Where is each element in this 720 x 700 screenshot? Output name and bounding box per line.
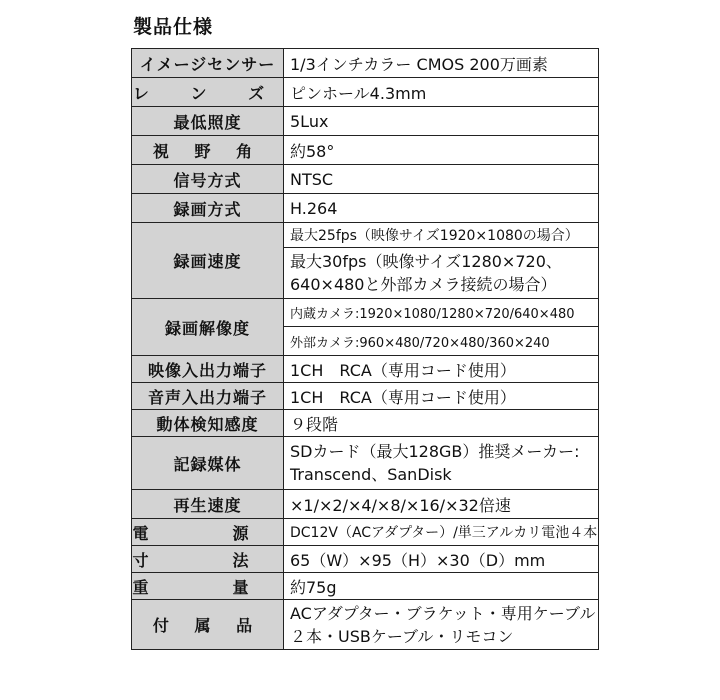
table-row bbox=[132, 164, 598, 193]
table-row bbox=[132, 298, 598, 355]
spec-value-line: SDカード（最大128GB）推奨メーカー: bbox=[290, 442, 580, 461]
spec-value-line: ACアダプター・ブラケット・専用ケーブル bbox=[290, 603, 596, 623]
spec-value: 約58° bbox=[290, 141, 335, 161]
table-row bbox=[132, 572, 598, 599]
spec-value-line: ２本・USBケーブル・リモコン bbox=[290, 626, 514, 646]
spec-value: 1/3インチカラー CMOS 200万画素 bbox=[290, 54, 548, 74]
spec-label: 再生速度 bbox=[132, 490, 284, 518]
spec-value-block bbox=[284, 437, 598, 489]
table-row bbox=[132, 106, 598, 135]
spec-value: 5Lux bbox=[290, 111, 329, 131]
spec-label: 録画方式 bbox=[132, 194, 284, 222]
spec-value-block bbox=[284, 600, 601, 649]
spec-label: 重 量 bbox=[132, 573, 284, 599]
table-row bbox=[132, 409, 598, 436]
table-row bbox=[132, 436, 598, 489]
spec-label: 録画速度 bbox=[132, 223, 284, 298]
spec-value: 最大25fps（映像サイズ1920×1080の場合） bbox=[290, 228, 579, 244]
table-row bbox=[132, 222, 598, 298]
table-row bbox=[132, 355, 598, 382]
spec-value: 65（W）×95（H）×30（D）mm bbox=[290, 550, 546, 570]
page-title: 製品仕様 bbox=[133, 16, 214, 38]
table-row bbox=[132, 518, 598, 545]
spec-value: 約75g bbox=[290, 577, 337, 597]
spec-value: ×1/×2/×4/×8/×16/×32倍速 bbox=[290, 495, 511, 515]
spec-value: ９段階 bbox=[290, 414, 339, 434]
spec-label: イメージセンサー bbox=[132, 49, 284, 77]
table-row bbox=[132, 599, 598, 649]
spec-label: 信号方式 bbox=[132, 165, 284, 193]
table-row bbox=[132, 382, 598, 409]
spec-value-block bbox=[284, 247, 598, 298]
spec-value: 外部カメラ:960×480/720×480/360×240 bbox=[284, 326, 598, 355]
table-row bbox=[132, 135, 598, 164]
table-row bbox=[132, 193, 598, 222]
spec-label: 寸 法 bbox=[132, 546, 284, 572]
spec-value-line: Transcend、SanDisk bbox=[290, 465, 452, 484]
spec-value: 内蔵カメラ:1920×1080/1280×720/640×480 bbox=[290, 307, 575, 322]
spec-value: DC12V（ACアダプター）/単三アルカリ電池４本 bbox=[290, 525, 598, 541]
spec-value: ピンホール4.3mm bbox=[290, 83, 427, 103]
table-row bbox=[132, 489, 598, 518]
spec-value: 1CH RCA（専用コード使用） bbox=[290, 360, 516, 380]
table-row bbox=[132, 49, 598, 77]
spec-label: 最低照度 bbox=[132, 107, 284, 135]
spec-label: 視 野 角 bbox=[132, 136, 284, 164]
spec-value: NTSC bbox=[290, 169, 334, 189]
spec-value-line: 640×480と外部カメラ接続の場合） bbox=[290, 275, 557, 294]
spec-label: 電 源 bbox=[132, 519, 284, 545]
spec-table bbox=[131, 48, 599, 650]
spec-label: 録画解像度 bbox=[132, 299, 284, 355]
table-row bbox=[132, 77, 598, 106]
spec-label: 記録媒体 bbox=[132, 437, 284, 489]
table-row bbox=[132, 545, 598, 572]
spec-value-line: 最大30fps（映像サイズ1280×720、 bbox=[290, 252, 562, 271]
spec-label: 映像入出力端子 bbox=[132, 356, 284, 382]
spec-label: レ ン ズ bbox=[132, 78, 284, 106]
spec-label: 音声入出力端子 bbox=[132, 383, 284, 409]
spec-label: 付 属 品 bbox=[132, 600, 284, 649]
spec-value: 1CH RCA（専用コード使用） bbox=[290, 387, 516, 407]
spec-label: 動体検知感度 bbox=[132, 410, 284, 436]
spec-value: H.264 bbox=[290, 198, 338, 218]
